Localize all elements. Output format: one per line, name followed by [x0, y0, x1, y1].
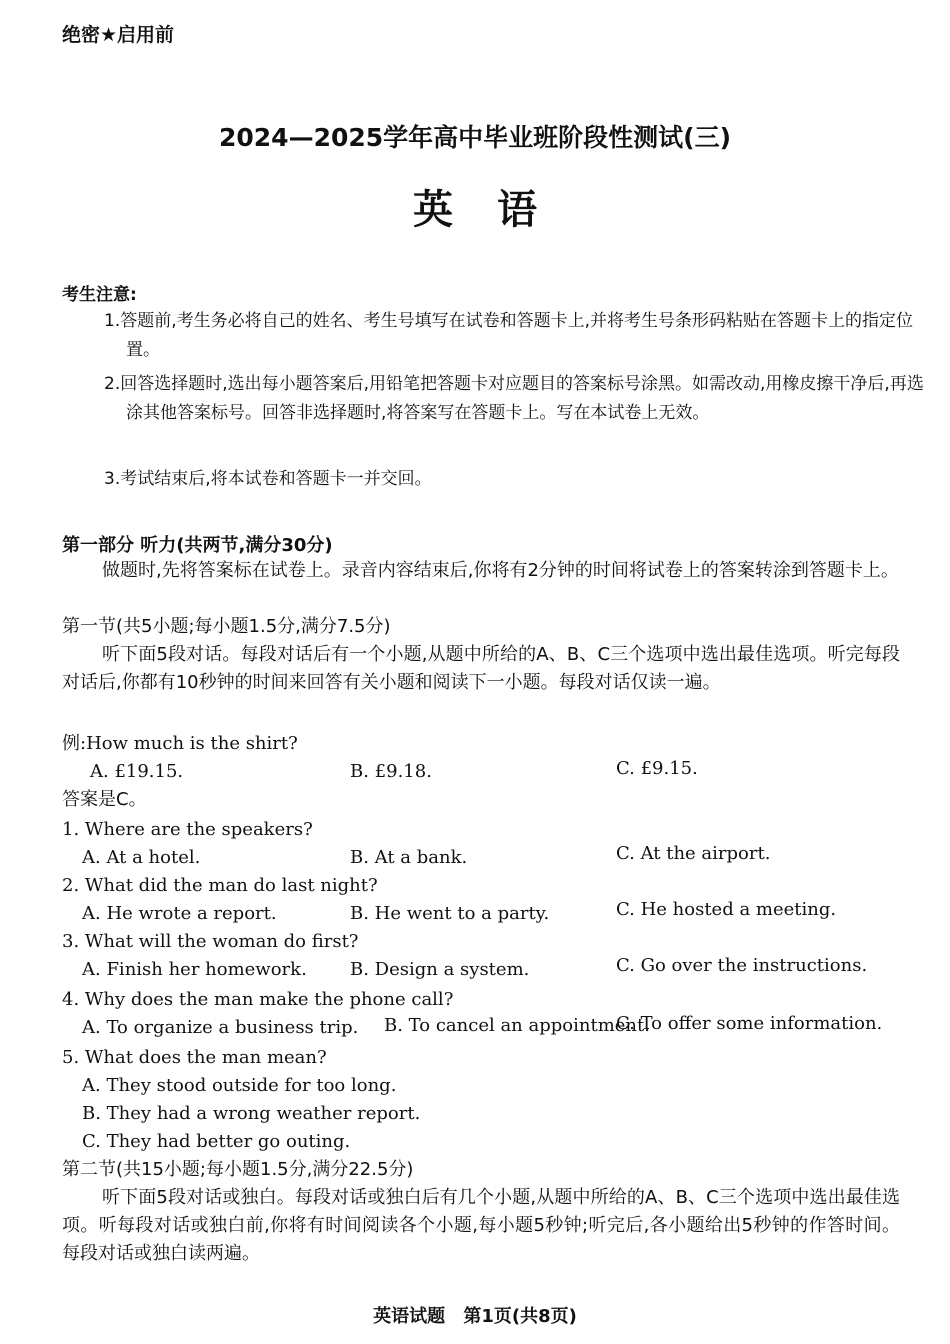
part1-heading: 第一部分 听力(共两节,满分30分)	[62, 535, 333, 556]
section1-instruction: 听下面5段对话。每段对话后有一个小题,从题中所给的A、B、C三个选项中选出最佳选项。听完每段对话后,你都有10秒钟的时间来回答有关小题和阅读下一小题。每段对话仅读一遍。	[62, 644, 900, 693]
q4-option-b: B. To cancel an appointment.	[384, 1015, 650, 1036]
section2-instruction: 听下面5段对话或独白。每段对话或独白后有几个小题,从题中所给的A、B、C三个选项中选出最佳选项。听每段对话或独白前,你将有时间阅读各个小题,每小题5秒钟;听完后,各小题给出5秒钟的作答时间。每段对话或独白读两遍。	[62, 1187, 900, 1264]
notice-heading: 考生注意:	[62, 285, 137, 305]
notice-item-1: 1.答题前,考生务必将自己的姓名、考生号填写在试卷和答题卡上,并将考生号条形码粘贴在答题卡上的指定位置。	[104, 311, 914, 360]
example-option-c: C. £9.15.	[616, 758, 698, 779]
q3-option-b: B. Design a system.	[350, 959, 530, 980]
q5-option-c: C. They had better go outing.	[82, 1131, 351, 1152]
question-1: 1. Where are the speakers?	[62, 819, 313, 840]
section1-heading: 第一节(共5小题;每小题1.5分,满分7.5分)	[62, 616, 391, 637]
page-footer	[0, 1302, 950, 1328]
footer-subject: 英语试题	[373, 1306, 446, 1327]
example-question: 例:How much is the shirt?	[62, 733, 298, 754]
part1-instruction: 做题时,先将答案标在试卷上。录音内容结束后,你将有2分钟的时间将试卷上的答案转涂到答题卡上。	[102, 560, 899, 581]
notice-item-3: 3.考试结束后,将本试卷和答题卡一并交回。	[104, 469, 432, 489]
notice-item-2: 2.回答选择题时,选出每小题答案后,用铅笔把答题卡对应题目的答案标号涂黑。如需改动,用橡皮擦干净后,再选涂其他答案标号。回答非选择题时,将答案写在答题卡上。写在本试卷上无效。	[104, 374, 924, 423]
q5-option-a: A. They stood outside for too long.	[82, 1075, 397, 1096]
subject-title: 英语	[413, 187, 581, 233]
q4-option-a: A. To organize a business trip.	[82, 1017, 359, 1038]
q1-option-a: A. At a hotel.	[82, 847, 201, 868]
exam-title: 2024—2025学年高中毕业班阶段性测试(三)	[218, 123, 731, 152]
question-5: 5. What does the man mean?	[62, 1047, 327, 1068]
q4-option-c: C. To offer some information.	[616, 1013, 883, 1034]
question-2: 2. What did the man do last night?	[62, 875, 378, 896]
example-option-b: B. £9.18.	[350, 761, 432, 782]
q3-option-a: A. Finish her homework.	[82, 959, 307, 980]
q3-option-c: C. Go over the instructions.	[616, 955, 868, 976]
question-4: 4. Why does the man make the phone call?	[62, 989, 454, 1010]
footer-page-number: 第1页(共8页)	[463, 1306, 577, 1327]
section2-heading: 第二节(共15小题;每小题1.5分,满分22.5分)	[62, 1159, 414, 1180]
confidential-mark: 绝密★启用前	[62, 24, 175, 46]
q2-option-a: A. He wrote a report.	[82, 903, 277, 924]
question-3: 3. What will the woman do first?	[62, 931, 359, 952]
q2-option-b: B. He went to a party.	[350, 903, 550, 924]
q2-option-c: C. He hosted a meeting.	[616, 899, 837, 920]
example-answer: 答案是C。	[62, 789, 147, 810]
q5-option-b: B. They had a wrong weather report.	[82, 1103, 421, 1124]
example-option-a: A. £19.15.	[90, 761, 184, 782]
q1-option-c: C. At the airport.	[616, 843, 771, 864]
q1-option-b: B. At a bank.	[350, 847, 468, 868]
